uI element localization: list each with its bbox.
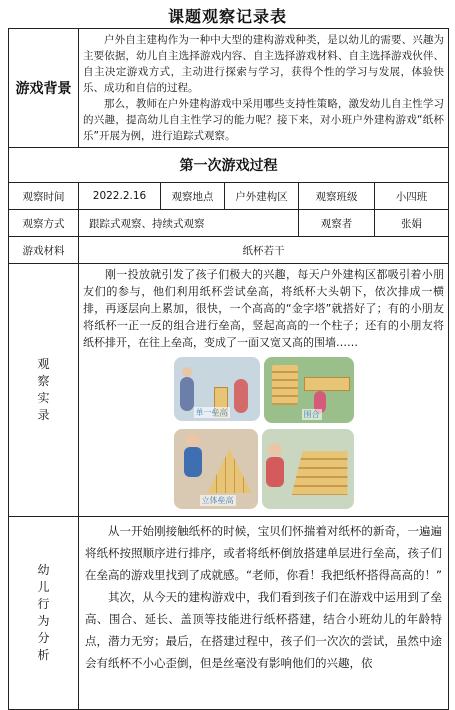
place-label: 观察地点 <box>161 183 225 210</box>
section-title-row <box>9 148 449 183</box>
observation-text: 刚一投放就引发了孩子们极大的兴趣，每天户外建构区都吸引着小朋友们的参与，他们利用纸杯尝试垒高，将纸杯大头朝下，依次排成一横排，再逐层向上累加，很快，一个高高的“金字塔”就搭好了；有的小朋友将纸杯一正一反的组合进行垒高，竖起高高的一个柱子；还有的小朋友将纸杯排开，在往上垒高，变成了一面又宽又高的围墙…… <box>83 268 444 349</box>
observation-label <box>9 264 79 517</box>
observation-row <box>9 264 449 517</box>
background-content <box>79 29 449 148</box>
analysis-paragraph-1: 从一开始刚接触纸杯的时候，宝贝们怀揣着对纸杯的新奇，一遍遍将纸杯按照顺序进行排序，或者将纸杯倒放搭建单层进行垒高，孩子们在垒高的游戏里找到了成就感。“老师，你看！我把纸杯搭得高高的！” <box>85 524 442 582</box>
label-char: 分 <box>37 631 50 645</box>
observer-label: 观察者 <box>299 210 375 237</box>
label-char: 幼 <box>37 563 50 577</box>
photo-label-3d: 立体垒高 <box>201 496 234 505</box>
photo-label-single: 单一垒高 <box>195 408 228 417</box>
label-char: 为 <box>37 614 50 628</box>
info-row-2 <box>9 210 449 237</box>
label-char: 儿 <box>37 580 50 594</box>
analysis-row <box>9 517 449 710</box>
observation-record-table <box>8 28 449 710</box>
time-label: 观察时间 <box>9 183 79 210</box>
analysis-paragraph-2: 其次，从今天的建构游戏中，我们看到孩子们在游戏中运用到了垒高、围合、延长、盖顶等技能进行纸杯搭建，结合小班幼儿的年龄特点，潜力无穷；最后，在搭建过程中，孩子们一次次的尝试，虽然中途会有纸杯不小心歪倒，但是丝毫没有影响他们的兴趣，依 <box>85 590 442 670</box>
section-title: 第一次游戏过程 <box>9 148 449 183</box>
analysis-label-text <box>9 562 78 664</box>
background-label: 游戏背景 <box>9 29 79 148</box>
background-paragraph-1: 户外自主建构作为一种中大型的建构游戏种类，是以幼儿的需要、兴趣为主要依据，幼儿自主选择游戏内容、自主选择游戏材料、自主选择游戏伙伴、自主决定游戏方式，主动进行探索与学习，获得个性的学习与发展，体验快乐、成功和自信的过程。 <box>83 33 444 94</box>
photo-wall <box>262 429 354 509</box>
time-value: 2022.2.16 <box>79 183 161 210</box>
photo-single-stack <box>174 357 260 421</box>
background-paragraph-2: 那么，教师在户外建构游戏中采用哪些支持性策略，激发幼儿自主性学习的兴趣，提高幼儿自主性学习的能力呢？接下来，对小班户外建构游戏“纸杯乐”开展为例，进行追踪式观察。 <box>83 97 444 142</box>
photo-pyramid <box>174 429 258 509</box>
class-value: 小四班 <box>375 183 449 210</box>
photo-collage <box>174 357 354 512</box>
place-value: 户外建构区 <box>225 183 299 210</box>
photo-label-enclosure: 围合 <box>303 410 320 419</box>
info-row-3 <box>9 237 449 264</box>
analysis-content <box>79 517 449 710</box>
label-char: 录 <box>37 408 50 422</box>
observation-content <box>79 264 449 517</box>
label-char: 实 <box>37 391 50 405</box>
label-char: 察 <box>37 374 50 388</box>
label-char: 析 <box>37 648 50 662</box>
photo-enclosure <box>264 357 354 423</box>
method-value: 跟踪式观察、持续式观察 <box>79 210 299 237</box>
label-char: 观 <box>37 357 50 371</box>
info-row-1 <box>9 183 449 210</box>
material-label: 游戏材料 <box>9 237 79 264</box>
observation-label-text <box>9 356 78 424</box>
method-label: 观察方式 <box>9 210 79 237</box>
analysis-label <box>9 517 79 710</box>
background-row <box>9 29 449 148</box>
observer-value: 张娟 <box>375 210 449 237</box>
material-value: 纸杯若干 <box>79 237 449 264</box>
label-char: 行 <box>37 597 50 611</box>
class-label: 观察班级 <box>299 183 375 210</box>
page-title: 课题观察记录表 <box>167 7 287 26</box>
